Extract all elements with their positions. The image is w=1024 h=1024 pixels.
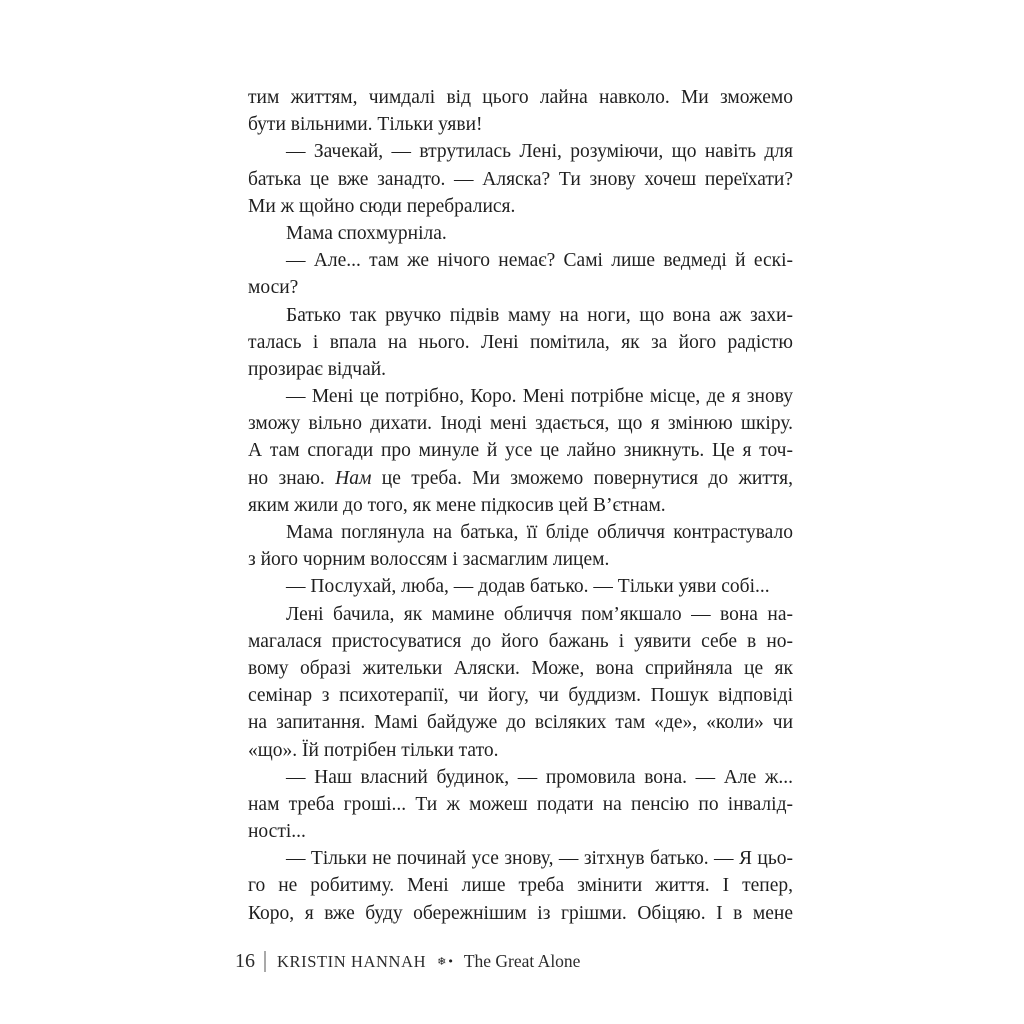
text-line: бути вільними. Тільки уяви! bbox=[248, 114, 483, 136]
text-line: — Тільки не починай усе знову, — зітхнув батько. — Я цьо- bbox=[286, 848, 793, 870]
paragraph bbox=[248, 764, 793, 846]
text-line: А там спогади про минуле й усе це лайно зникнуть. Це я точ- bbox=[248, 440, 793, 462]
text-line: зможу вільно дихати. Іноді мені здається, що я змінюю шкіру. bbox=[248, 413, 793, 435]
text-line: Ми ж щойно сюди перебралися. bbox=[248, 195, 516, 217]
text-line: моси? bbox=[248, 277, 299, 299]
text-line: яким жили до того, як мене підкосив цей В’єтнам. bbox=[248, 494, 666, 516]
paragraph bbox=[248, 247, 793, 301]
text-line: вому образі жительки Аляски. Може, вона сприйняла це як bbox=[248, 657, 793, 679]
text-line: но знаю. Нам це треба. Ми зможемо повернутися до життя, bbox=[248, 467, 793, 489]
text-line: Мама поглянула на батька, її бліде обличчя контрастувало bbox=[286, 522, 793, 543]
text-line: батька це вже занадто. — Аляска? Ти знову хочеш переїхати? bbox=[248, 168, 793, 190]
paragraph bbox=[248, 519, 793, 573]
body-text bbox=[248, 84, 793, 927]
text-line: го не робитиму. Мені лише треба змінити життя. І тепер, bbox=[248, 875, 793, 897]
snowflake-ornament-icon: ❄• bbox=[437, 955, 455, 968]
paragraph bbox=[248, 383, 793, 519]
paragraph bbox=[248, 302, 793, 384]
footer-book-title: The Great Alone bbox=[463, 951, 581, 971]
text-line: Лені бачила, як мамине обличчя пом’якшало — вона на- bbox=[286, 603, 793, 625]
paragraph bbox=[248, 601, 793, 764]
text-line: на запитання. Мамі байдуже до всіляких там «де», «коли» чи bbox=[248, 712, 793, 734]
text-line: — Але... там же нічого немає? Самі лише ведмеді й ескі- bbox=[286, 250, 793, 272]
text-line: прозирає відчай. bbox=[248, 358, 387, 380]
paragraph bbox=[248, 573, 793, 600]
text-line: Батько так рвучко підвів маму на ноги, що вона аж захи- bbox=[286, 304, 793, 326]
text-line: ності... bbox=[248, 821, 306, 843]
text-line: «що». Їй потрібен тільки тато. bbox=[248, 739, 499, 761]
text-line: талась і впала на нього. Лені помітила, як за його радістю bbox=[248, 331, 793, 353]
text-line: семінар з психотерапії, чи йогу, чи буддизм. Пошук відповіді bbox=[248, 685, 793, 707]
text-line: Коро, я вже буду обережнішим із грішми. Обіцяю. І в мене bbox=[248, 902, 793, 924]
text-line: — Зачекай, — втрутилась Лені, розуміючи, що навіть для bbox=[286, 141, 793, 163]
text-line: Мама спохмурніла. bbox=[286, 222, 447, 244]
text-line: нам треба гроші... Ти ж можеш подати на пенсію по інвалід- bbox=[248, 793, 793, 815]
page-number: 16 bbox=[235, 950, 255, 972]
text-line: магалася пристосуватися до його бажань і уявити себе в но- bbox=[248, 630, 793, 652]
text-line: — Мені це потрібно, Коро. Мені потрібне місце, де я знову bbox=[286, 386, 793, 408]
paragraph bbox=[248, 84, 793, 138]
page-footer bbox=[235, 950, 580, 973]
paragraph bbox=[248, 845, 793, 927]
text-line: тим життям, чимдалі від цього лайна навколо. Ми зможемо bbox=[248, 87, 793, 108]
text-line: — Наш власний будинок, — промовила вона. — Але ж... bbox=[286, 766, 793, 788]
paragraph bbox=[248, 220, 793, 247]
text-line: — Послухай, люба, — додав батько. — Тільки уяви собі... bbox=[286, 576, 770, 598]
paragraph bbox=[248, 138, 793, 220]
footer-divider bbox=[264, 951, 266, 972]
footer-author: KRISTIN HANNAH bbox=[277, 951, 427, 971]
text-line: з його чорним волоссям і засмаглим лицем. bbox=[248, 549, 610, 571]
